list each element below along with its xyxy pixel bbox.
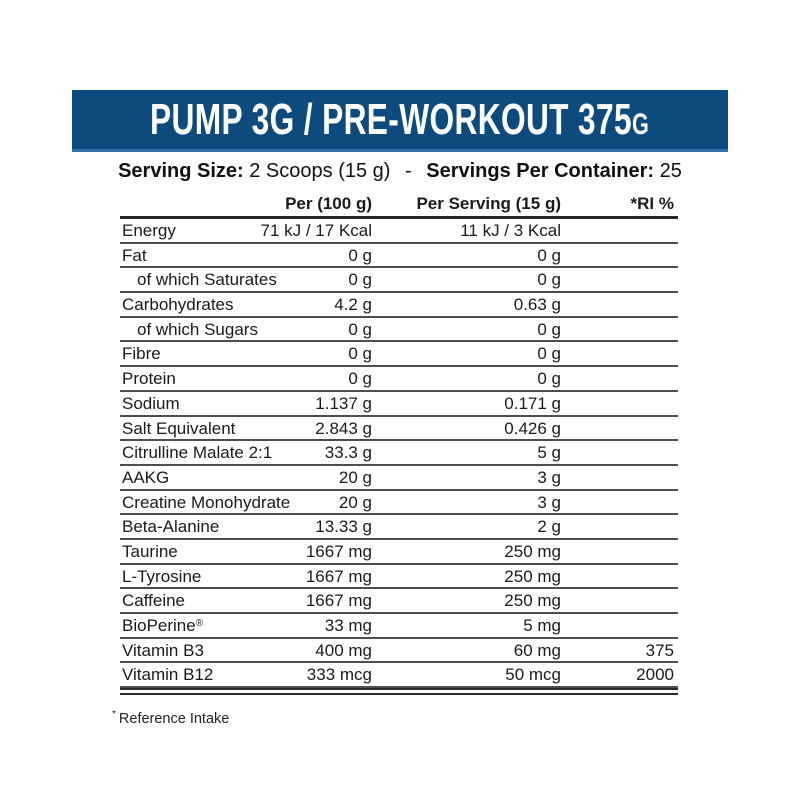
per-100g-value: 400 mg — [315, 640, 372, 660]
product-banner — [72, 90, 728, 152]
per-100g-value: 20 g — [338, 467, 372, 487]
nutrient-label: Vitamin B3 — [122, 640, 204, 660]
nutrient-label: Protein — [122, 369, 176, 389]
product-title-unit: G — [632, 107, 650, 141]
serving-size-label: Serving Size: — [118, 160, 244, 182]
table-row — [120, 268, 678, 293]
per-serving-value: 3 g — [537, 467, 561, 487]
nutrient-label: Vitamin B12 — [122, 665, 214, 685]
per-serving-value: 3 g — [537, 492, 561, 512]
table-row — [120, 663, 678, 688]
footnote-text: Reference Intake — [118, 710, 230, 727]
nutrient-label: Creatine Monohydrate — [122, 492, 291, 512]
per-serving-value: 60 mg — [513, 640, 561, 660]
per-100g-value: 20 g — [338, 492, 372, 512]
nutrient-label: Citrulline Malate 2:1 — [122, 443, 273, 463]
per-serving-value: 250 mg — [504, 591, 561, 611]
per-100g-value: 1667 mg — [305, 566, 372, 586]
table-row — [120, 639, 678, 664]
per-serving-value: 250 mg — [504, 566, 561, 586]
per-100g-value: 0 g — [348, 319, 372, 339]
per-100g-value: 0 g — [348, 270, 372, 290]
table-row — [120, 441, 678, 466]
table-row — [120, 466, 678, 491]
table-row — [120, 342, 678, 367]
product-title-main: PUMP 3G / PRE-WORKOUT 375 — [150, 94, 633, 144]
per-100g-value: 1.137 g — [315, 393, 372, 413]
per-100g-value: 0 g — [348, 245, 372, 265]
per-100g-value: 71 kJ / 17 Kcal — [260, 221, 372, 240]
nutrient-label: Carbohydrates — [122, 295, 234, 315]
per-100g-value: 13.33 g — [315, 517, 372, 537]
nutrient-label: Sodium — [122, 393, 180, 413]
registered-trademark-symbol: ® — [195, 618, 204, 629]
table-header-row — [120, 196, 678, 219]
serving-info-line — [0, 160, 800, 183]
per-100g-value: 0 g — [348, 369, 372, 389]
per-serving-value: 11 kJ / 3 Kcal — [460, 221, 561, 240]
table-row — [120, 318, 678, 343]
column-header-per-serving: Per Serving (15 g) — [416, 194, 561, 213]
per-100g-value: 333 mcg — [306, 665, 372, 685]
table-row — [120, 417, 678, 442]
per-100g-value: 4.2 g — [334, 295, 372, 315]
table-row — [120, 392, 678, 417]
ri-percent-value: 2000 — [636, 665, 674, 685]
table-row — [120, 540, 678, 565]
table-row — [120, 491, 678, 516]
nutrient-label: Energy — [122, 221, 176, 240]
per-serving-value: 0 g — [537, 245, 561, 265]
per-serving-value: 0.63 g — [513, 295, 561, 315]
per-serving-value: 5 mg — [523, 616, 561, 635]
column-header-per-100g: Per (100 g) — [285, 194, 372, 213]
nutrient-label: BioPerine® — [122, 616, 204, 635]
per-100g-value: 33 mg — [324, 616, 372, 635]
nutrient-label: L-Tyrosine — [122, 566, 202, 586]
table-row — [120, 367, 678, 392]
servings-per-container-value: 25 — [659, 160, 682, 182]
nutrient-label: of which Saturates — [137, 270, 277, 290]
nutrient-label: Fat — [122, 245, 147, 265]
footnote-marker: * — [112, 709, 116, 720]
per-serving-value: 0 g — [537, 344, 561, 364]
nutrient-label: Taurine — [122, 541, 178, 561]
ri-percent-value: 375 — [645, 640, 674, 660]
separator-dash: - — [405, 160, 412, 182]
table-row — [120, 565, 678, 590]
per-serving-value: 0.171 g — [504, 393, 561, 413]
per-serving-value: 250 mg — [504, 541, 561, 561]
per-serving-value: 0 g — [537, 369, 561, 389]
per-100g-value: 1667 mg — [305, 591, 372, 611]
per-100g-value: 1667 mg — [305, 541, 372, 561]
nutrient-label: Salt Equivalent — [122, 418, 236, 438]
per-serving-value: 2 g — [537, 517, 561, 537]
per-100g-value: 0 g — [348, 344, 372, 364]
per-serving-value: 0 g — [537, 270, 561, 290]
per-100g-value: 33.3 g — [324, 443, 372, 463]
per-100g-value: 2.843 g — [315, 418, 372, 438]
per-serving-value: 0 g — [537, 319, 561, 339]
table-body — [120, 219, 678, 688]
servings-per-container-label: Servings Per Container: — [426, 160, 655, 182]
table-row — [120, 589, 678, 614]
per-serving-value: 5 g — [537, 443, 561, 463]
column-header-ri-percent: *RI % — [630, 194, 674, 213]
product-title — [150, 94, 650, 144]
table-row — [120, 219, 678, 244]
nutrient-label: Caffeine — [122, 591, 186, 611]
nutrient-label: Fibre — [122, 344, 161, 364]
nutrient-label: of which Sugars — [137, 319, 258, 339]
per-serving-value: 0.426 g — [504, 418, 561, 438]
per-serving-value: 50 mcg — [505, 665, 561, 685]
table-row — [120, 614, 678, 639]
table-row — [120, 515, 678, 540]
nutrition-table — [120, 196, 678, 695]
footnote — [112, 709, 229, 727]
serving-size-value: 2 Scoops (15 g) — [249, 160, 391, 182]
nutrient-label: AAKG — [122, 467, 170, 487]
nutrient-label: Beta-Alanine — [122, 517, 220, 537]
table-row — [120, 293, 678, 318]
table-row — [120, 244, 678, 269]
